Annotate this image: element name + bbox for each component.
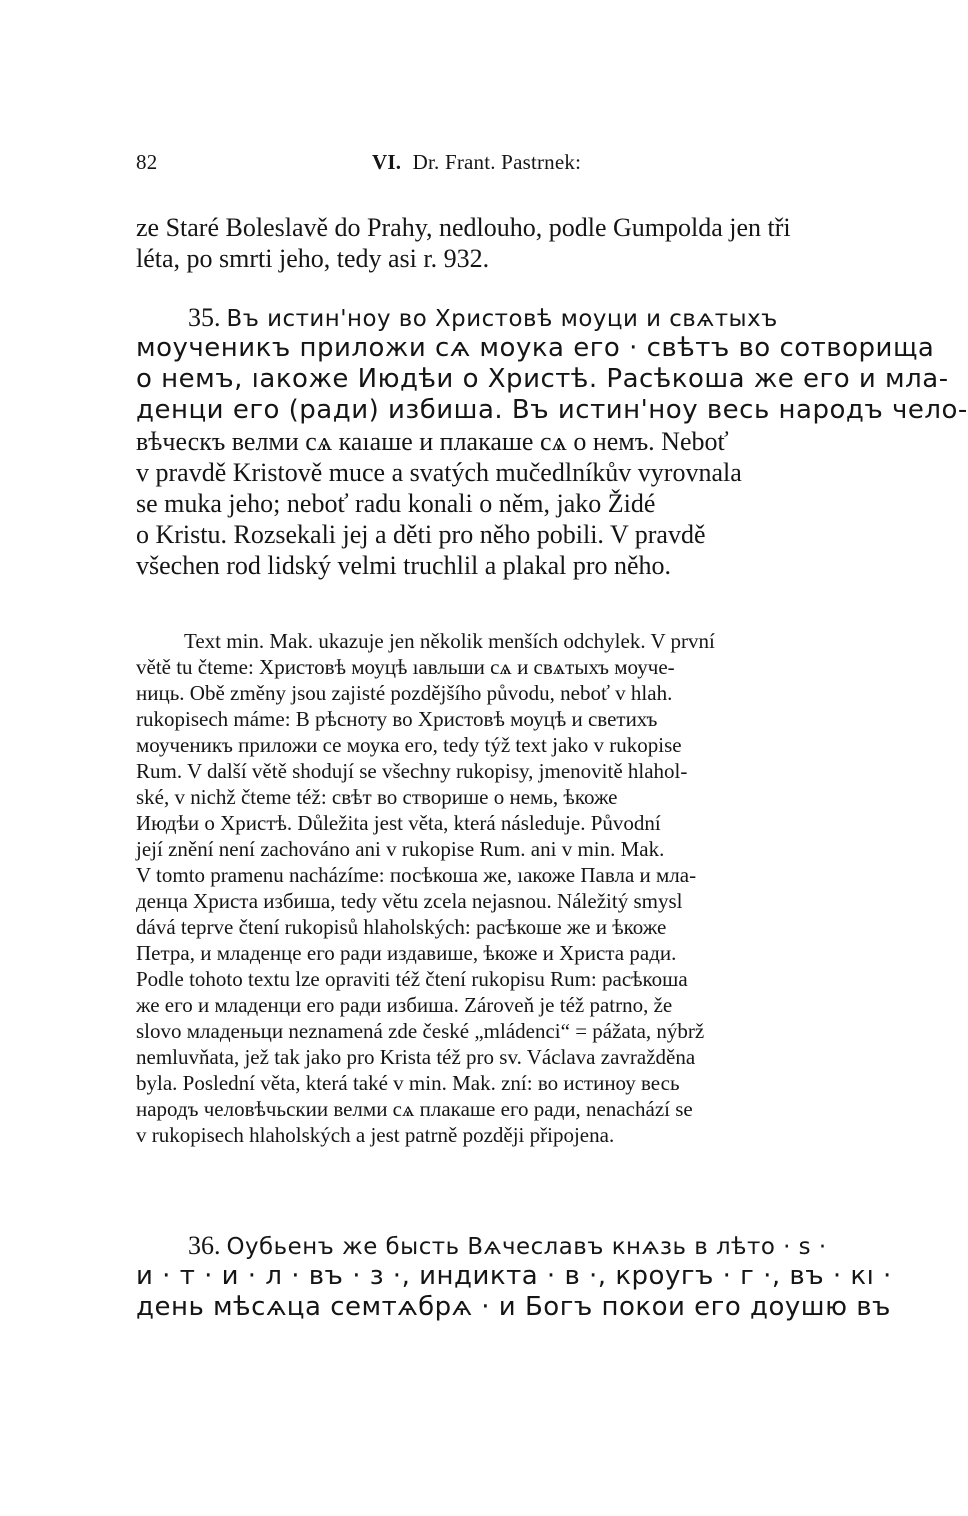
text-line: Rum. V další větě shodují se všechny rukopisy, jmenovitě hlahol-	[136, 759, 688, 783]
church-slavonic-text: моученикъ приложи сѧ моука его · свѣтъ во сотворища	[136, 333, 935, 363]
church-slavonic-text: день мѣсѧца семтѧбрѧ · и Богъ покои его доушю въ	[136, 1292, 891, 1322]
church-slavonic-text: Въ истин'ноу во Христовѣ моуци и свѧтыхъ	[226, 306, 778, 332]
text-line: ze Staré Boleslavě do Prahy, nedlouho, podle Gumpolda jen tři	[136, 213, 791, 242]
commentary-paragraph	[136, 628, 836, 1148]
text-line: nemluvňata, jež tak jako pro Krista též pro sv. Václava zavražděna	[136, 1045, 696, 1069]
text-line: ниць. Obě změny jsou zajisté pozdějšího původu, neboť v hlah.	[136, 681, 673, 705]
text-line: léta, po smrti jeho, tedy asi r. 932.	[136, 244, 490, 273]
text-line: Podle tohoto textu lze opraviti též čtení rukopisu Rum: расѣкоша	[136, 967, 688, 991]
text-line: Text min. Mak. ukazuje jen několik menších odchylek. V první	[184, 629, 715, 653]
text-line: byla. Poslední věta, která také v min. Mak. zní: во истиноу весь	[136, 1071, 680, 1095]
church-slavonic-text: и · т · и · л · въ · з ·, индикта · в ·, кроугъ · г ·, въ · кı ·	[136, 1261, 892, 1291]
running-head-title	[372, 150, 581, 175]
text-line: větě tu čteme: Христовѣ моуцѣ ıавльши сѧ и свѧтыхъ моуче-	[136, 655, 675, 679]
text-line: v rukopisech hlaholských a jest patrně později připojena.	[136, 1123, 615, 1147]
text-line: V tomto pramenu nacházíme: посѣкоша же, ıакоже Павла и мла-	[136, 863, 697, 887]
page-number: 82	[136, 150, 158, 174]
paragraph-number: 36.	[188, 1231, 221, 1260]
running-header	[136, 150, 836, 180]
paragraph-36	[136, 1230, 892, 1323]
text-line: se muka jeho; neboť radu konali o něm, jako Židé	[136, 489, 656, 518]
paragraph-first-line	[136, 302, 836, 333]
church-slavonic-text: о немъ, ıакоже Июдѣи о Христѣ. Расѣкоша же его и мла-	[136, 364, 949, 394]
text-line: Июдѣи о Христѣ. Důležita jest věta, která následuje. Původní	[136, 811, 661, 835]
text-line: Петра, и младенце его ради издавише, ѣкоже и Христа ради.	[136, 941, 677, 965]
text-line: народъ человѣчьскии велми сѧ плакаше его ради, nenachází se	[136, 1097, 693, 1121]
author-name: Dr. Frant. Pastrnek:	[412, 150, 582, 174]
text-line: моученикъ приложи се моука его, tedy týž text jako v rukopise	[136, 733, 682, 757]
text-line: o Kristu. Rozsekali jej a děti pro něho pobili. V pravdě	[136, 520, 706, 549]
text-line: v pravdě Kristově muce a svatých mučedlníkův vyrovnala	[136, 458, 742, 487]
paragraph-number: 35.	[188, 303, 221, 332]
text-line: slovo младеньци neznamená zde české „mládenci“ = pážata, nýbrž	[136, 1019, 705, 1043]
text-line: же его и младенци его ради избиша. Zároveň je též patrno, že	[136, 993, 673, 1017]
text-line: její znění není zachováno ani v rukopise Rum. ani v min. Mak.	[136, 837, 665, 861]
text-line: вѣческъ велми сѧ каıаше и плакаше сѧ о немъ. Neboť	[136, 427, 729, 456]
intro-paragraph	[136, 212, 836, 274]
text-line: денца Христа избиша, tedy větu zcela nejasnou. Náležitý smysl	[136, 889, 683, 913]
paragraph-35	[136, 302, 968, 581]
paragraph-first-line	[136, 1230, 836, 1261]
section-roman-numeral: VI.	[372, 150, 402, 174]
church-slavonic-text: денци его (ради) избиша. Въ истин'ноу весь народъ чело-	[136, 395, 968, 425]
text-line: rukopisech máme: В рѣсноту во Христовѣ моуцѣ и светихъ	[136, 707, 658, 731]
text-line: dává teprve čtení rukopisů hlaholských: расѣкоше же и ѣкоже	[136, 915, 667, 939]
church-slavonic-text: Оубьенъ же бысть Вѧчеславъ кнѧзь в лѣто · ѕ ·	[226, 1234, 827, 1260]
text-line: všechen rod lidský velmi truchlil a plakal pro něho.	[136, 551, 672, 580]
text-line: ské, v nichž čteme též: свѣт во створише о немь, ѣкоже	[136, 785, 618, 809]
